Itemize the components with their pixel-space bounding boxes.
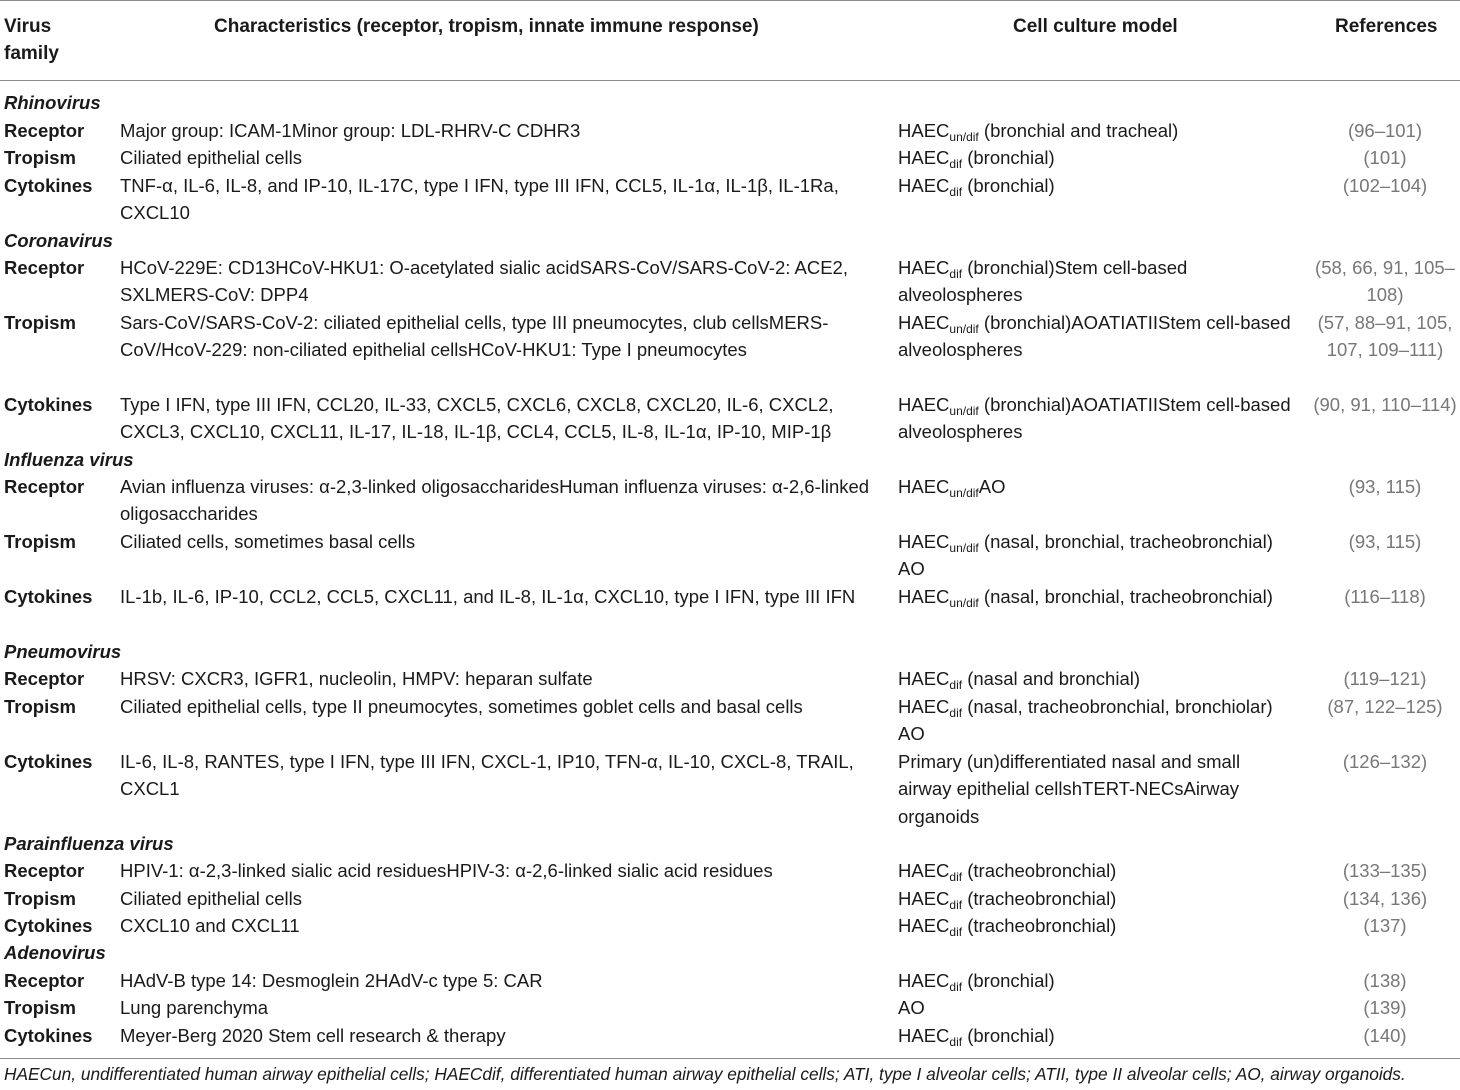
- cell-model-base: HAEC: [898, 175, 950, 196]
- reference-link[interactable]: (126–132): [1342, 751, 1428, 772]
- cell-model-subscript: dif: [949, 870, 963, 884]
- row-label: Receptor: [4, 476, 85, 497]
- characteristics-cell: Lung parenchyma: [120, 997, 269, 1018]
- cell-model-subscript: un/dif: [949, 404, 979, 418]
- cell-culture-model-cell: [898, 117, 1298, 144]
- virus-family-name: Adenovirus: [4, 942, 106, 963]
- cell-model-subscript: dif: [949, 185, 963, 199]
- row-label: Receptor: [4, 860, 85, 881]
- cell-culture-model-cell: [898, 885, 1298, 912]
- row-label: Cytokines: [4, 751, 93, 772]
- cell-model-detail: Primary (un)differentiated nasal and small airway epithelial cellshTERT-NECsAirway organoids: [898, 751, 1241, 827]
- virus-family-name: Rhinovirus: [4, 92, 101, 113]
- cell-model-base: HAEC: [898, 860, 950, 881]
- cell-model-subscript: dif: [949, 898, 963, 912]
- cell-culture-model-cell: [898, 309, 1298, 364]
- row-label: Receptor: [4, 668, 85, 689]
- row-label: Tropism: [4, 147, 76, 168]
- table-footnote: HAECun, undifferentiated human airway epithelial cells; HAECdif, differentiated human airway epithelial cells; ATI, type I alveolar cells; ATII, type II alveolar cells; AO, airway organoids.: [4, 1064, 1406, 1084]
- characteristics-cell: HAdV-B type 14: Desmoglein 2HAdV-c type 5: CAR: [120, 970, 543, 991]
- reference-link[interactable]: (58, 66, 91, 105–108): [1315, 257, 1455, 306]
- characteristics-cell: Ciliated epithelial cells: [120, 147, 303, 168]
- cell-culture-model-cell: [898, 665, 1298, 692]
- characteristics-cell: Type I IFN, type III IFN, CCL20, IL-33, CXCL5, CXCL6, CXCL8, CXCL20, IL-6, CXCL2, CXCL3, CXCL10, CXCL11, IL-17, IL-18, IL-1β, CCL4, CCL5, IL-8, IL-1α, IP-10, MIP-1β: [120, 394, 834, 443]
- cell-model-subscript: un/dif: [949, 486, 979, 500]
- cell-model-subscript: un/dif: [949, 541, 979, 555]
- characteristics-cell: Ciliated epithelial cells: [120, 888, 303, 909]
- row-label: Receptor: [4, 257, 85, 278]
- cell-model-subscript: dif: [949, 925, 963, 939]
- characteristics-cell: Meyer-Berg 2020 Stem cell research & therapy: [120, 1025, 506, 1046]
- cell-model-base: HAEC: [898, 915, 950, 936]
- cell-model-subscript: dif: [949, 157, 963, 171]
- characteristics-cell: HRSV: CXCR3, IGFR1, nucleolin, HMPV: heparan sulfate: [120, 668, 593, 689]
- cell-model-detail: (tracheobronchial): [962, 860, 1117, 881]
- virus-family-name: Pneumovirus: [4, 641, 122, 662]
- cell-culture-model-cell: [898, 912, 1298, 939]
- cell-model-base: HAEC: [898, 394, 950, 415]
- cell-culture-model-cell: [898, 254, 1298, 309]
- characteristics-cell: HPIV-1: α-2,3-linked sialic acid residuesHPIV-3: α-2,6-linked sialic acid residues: [120, 860, 773, 881]
- cell-culture-model-cell: [898, 1022, 1298, 1049]
- cell-model-detail: (bronchial and tracheal): [978, 120, 1179, 141]
- cell-model-subscript: dif: [949, 678, 963, 692]
- cell-model-detail: AO: [978, 476, 1006, 497]
- cell-culture-model-cell: [898, 994, 1298, 1021]
- cell-culture-model-cell: [898, 473, 1298, 500]
- cell-model-detail: (tracheobronchial): [962, 915, 1117, 936]
- cell-model-detail: (nasal, bronchial, tracheobronchial) AO: [898, 531, 1273, 580]
- row-label: Receptor: [4, 970, 85, 991]
- characteristics-cell: Ciliated epithelial cells, type II pneumocytes, sometimes goblet cells and basal cells: [120, 696, 803, 717]
- top-rule: [0, 0, 1460, 1]
- cell-model-base: HAEC: [898, 888, 950, 909]
- cell-culture-model-cell: [898, 748, 1298, 830]
- virus-family-name: Coronavirus: [4, 230, 113, 251]
- cell-culture-model-cell: [898, 528, 1298, 583]
- cell-model-base: HAEC: [898, 476, 950, 497]
- cell-model-base: HAEC: [898, 970, 950, 991]
- characteristics-cell: TNF-α, IL-6, IL-8, and IP-10, IL-17C, type I IFN, type III IFN, CCL5, IL-1α, IL-1β, IL-1Ra, CXCL10: [120, 175, 839, 224]
- cell-model-subscript: dif: [949, 267, 963, 281]
- virus-family-name: Influenza virus: [4, 449, 134, 470]
- cell-model-base: HAEC: [898, 147, 950, 168]
- reference-link[interactable]: (139): [1363, 997, 1407, 1018]
- cell-culture-model-cell: [898, 967, 1298, 994]
- cell-model-detail: (bronchial): [962, 1025, 1055, 1046]
- cell-model-base: HAEC: [898, 668, 950, 689]
- reference-link[interactable]: (138): [1363, 970, 1407, 991]
- characteristics-cell: Major group: ICAM-1Minor group: LDL-RHRV-C CDHR3: [120, 120, 581, 141]
- characteristics-cell: Avian influenza viruses: α-2,3-linked oligosaccharidesHuman influenza viruses: α-2,6-linked oligosaccharides: [120, 476, 870, 525]
- cell-culture-model-cell: [898, 144, 1298, 171]
- cell-model-detail: (bronchial)AOATIATIIStem cell-based alveolospheres: [898, 394, 1291, 443]
- cell-model-subscript: dif: [949, 1035, 963, 1049]
- reference-link[interactable]: (140): [1363, 1025, 1407, 1046]
- characteristics-cell: HCoV-229E: CD13HCoV-HKU1: O-acetylated sialic acidSARS-CoV/SARS-CoV-2: ACE2, SXLMERS-CoV: DPP4: [120, 257, 848, 306]
- cell-model-detail: (bronchial): [962, 147, 1055, 168]
- header-references: References: [1335, 16, 1438, 37]
- cell-model-detail: (bronchial): [962, 970, 1055, 991]
- reference-link[interactable]: (96–101): [1347, 120, 1423, 141]
- cell-model-subscript: un/dif: [949, 596, 979, 610]
- characteristics-cell: Sars-CoV/SARS-CoV-2: ciliated epithelial cells, type III pneumocytes, club cellsMERS-CoV/HcoV-229: non-ciliated epithelial cellsHCoV-HKU1: Type I pneumocytes: [120, 312, 829, 361]
- row-label: Tropism: [4, 888, 76, 909]
- characteristics-cell: IL-1b, IL-6, IP-10, CCL2, CCL5, CXCL11, and IL-8, IL-1α, CXCL10, type I IFN, type III IFN: [120, 586, 856, 607]
- row-label: Cytokines: [4, 1025, 93, 1046]
- header-virus-family: Virus family: [4, 16, 59, 64]
- cell-model-subscript: un/dif: [949, 322, 979, 336]
- characteristics-cell: IL-6, IL-8, RANTES, type I IFN, type III IFN, CXCL-1, IP10, TFN-α, IL-10, CXCL-8, TRAIL, CXCL1: [120, 751, 854, 800]
- reference-link[interactable]: (93, 115): [1348, 476, 1422, 497]
- row-label: Receptor: [4, 120, 85, 141]
- cell-model-base: HAEC: [898, 257, 950, 278]
- cell-model-detail: (nasal, tracheobronchial, bronchiolar) AO: [898, 696, 1273, 745]
- bottom-rule: [0, 1058, 1460, 1059]
- cell-model-detail: AO: [898, 997, 925, 1018]
- cell-model-detail: (bronchial)Stem cell-based alveolospheres: [898, 257, 1188, 306]
- cell-model-subscript: un/dif: [949, 130, 979, 144]
- cell-model-detail: (bronchial): [962, 175, 1055, 196]
- virus-family-name: Parainfluenza virus: [4, 833, 174, 854]
- cell-model-detail: (tracheobronchial): [962, 888, 1117, 909]
- cell-culture-model-cell: [898, 391, 1298, 446]
- cell-culture-model-cell: [898, 693, 1298, 748]
- cell-model-subscript: dif: [949, 706, 963, 720]
- row-label: Tropism: [4, 696, 76, 717]
- cell-model-base: HAEC: [898, 696, 950, 717]
- cell-model-base: HAEC: [898, 120, 950, 141]
- row-label: Cytokines: [4, 915, 93, 936]
- row-label: Cytokines: [4, 175, 93, 196]
- reference-link[interactable]: (90, 91, 110–114): [1313, 394, 1457, 415]
- row-label: Tropism: [4, 997, 76, 1018]
- header-cell-culture-model: Cell culture model: [1013, 16, 1178, 37]
- cell-culture-model-cell: [898, 857, 1298, 884]
- reference-link[interactable]: (116–118): [1344, 586, 1426, 607]
- cell-model-detail: (nasal and bronchial): [962, 668, 1141, 689]
- row-label: Tropism: [4, 531, 76, 552]
- cell-model-base: HAEC: [898, 312, 950, 333]
- cell-culture-model-cell: [898, 172, 1298, 199]
- reference-link[interactable]: (137): [1363, 915, 1407, 936]
- row-label: Cytokines: [4, 586, 93, 607]
- cell-model-detail: (bronchial)AOATIATIIStem cell-based alveolospheres: [898, 312, 1291, 361]
- cell-model-subscript: dif: [949, 980, 963, 994]
- reference-link[interactable]: (101): [1363, 147, 1407, 168]
- reference-link[interactable]: (102–104): [1342, 175, 1428, 196]
- characteristics-cell: Ciliated cells, sometimes basal cells: [120, 531, 416, 552]
- header-rule: [0, 80, 1460, 81]
- reference-link[interactable]: (134, 136): [1342, 888, 1428, 909]
- reference-link[interactable]: (57, 88–91, 105, 107, 109–111): [1317, 312, 1453, 361]
- reference-link[interactable]: (119–121): [1343, 668, 1427, 689]
- row-label: Tropism: [4, 312, 76, 333]
- reference-link[interactable]: (93, 115): [1348, 531, 1422, 552]
- cell-model-base: HAEC: [898, 586, 950, 607]
- header-characteristics: Characteristics (receptor, tropism, innate immune response): [214, 16, 759, 37]
- cell-model-base: HAEC: [898, 1025, 950, 1046]
- reference-link[interactable]: (133–135): [1342, 860, 1428, 881]
- row-label: Cytokines: [4, 394, 93, 415]
- cell-model-detail: (nasal, bronchial, tracheobronchial): [978, 586, 1273, 607]
- reference-link[interactable]: (87, 122–125): [1327, 696, 1443, 717]
- cell-culture-model-cell: [898, 583, 1298, 610]
- characteristics-cell: CXCL10 and CXCL11: [120, 915, 300, 936]
- cell-model-base: HAEC: [898, 531, 950, 552]
